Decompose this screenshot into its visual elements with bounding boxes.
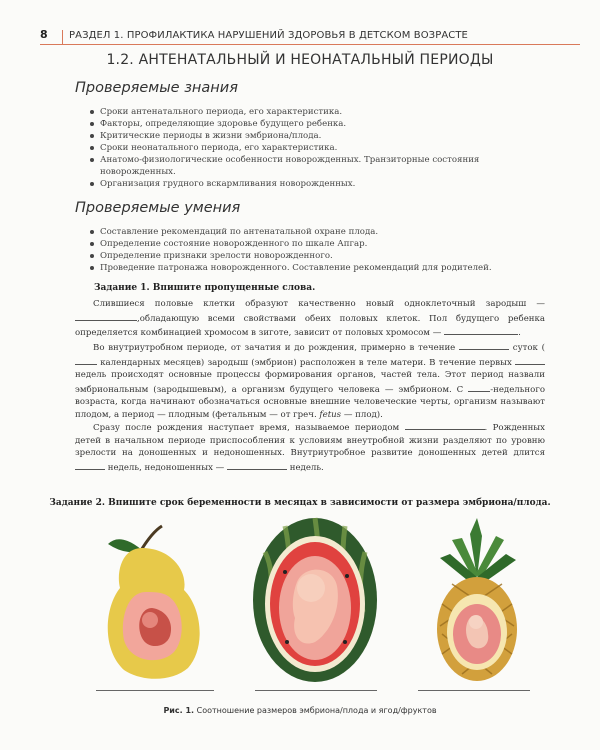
list-item: Определение признаки зрелости новорожденного. (88, 250, 528, 262)
answer-line[interactable] (255, 690, 377, 691)
knowledge-title: Проверяемые знания (75, 80, 238, 96)
paragraph-text: — плод). (343, 409, 383, 420)
chapter-title: 1.2. АНТЕНАТАЛЬНЫЙ И НЕОНАТАЛЬНЫЙ ПЕРИОДЫ (106, 52, 494, 68)
paragraph-text: недель. (289, 462, 324, 473)
list-item: Факторы, определяющие здоровье будущего ребенка. (88, 118, 528, 130)
watermelon-fetus-illustration (245, 512, 385, 687)
blank-field[interactable] (405, 420, 485, 430)
figure-caption-text: Соотношение размеров эмбриона/плода и ягод/фруктов (196, 706, 437, 715)
answer-line[interactable] (96, 690, 214, 691)
list-item: Проведение патронажа новорожденного. Составление рекомендаций для родителей. (88, 262, 528, 274)
list-item: Составление рекомендаций по антенатальной охране плода. (88, 226, 528, 238)
skills-list (88, 226, 528, 274)
list-item: Определение состояние новорожденного по шкале Апгар. (88, 238, 528, 250)
blank-field[interactable] (459, 340, 509, 350)
running-head-title: РАЗДЕЛ 1. ПРОФИЛАКТИКА НАРУШЕНИЙ ЗДОРОВЬЯ В ДЕТСКОМ ВОЗРАСТЕ (62, 30, 468, 44)
list-item: Сроки антенатального периода, его характеристика. (88, 106, 528, 118)
blank-field[interactable] (444, 325, 518, 335)
blank-field[interactable] (75, 355, 97, 365)
blank-field[interactable] (515, 355, 545, 365)
pear-embryo-illustration (80, 522, 210, 682)
paragraph-text: Во внутриутробном периоде, от зачатия и до рождения, примерно в течение (93, 343, 456, 353)
pineapple-fetus-illustration (422, 514, 532, 684)
paragraph-text: недель, недоношенных — (107, 462, 225, 473)
knowledge-list (88, 106, 528, 190)
blank-field[interactable] (75, 460, 105, 470)
paragraph-text: Слившиеся половые клетки образуют качественно новый одноклеточный зародыш — (93, 299, 545, 309)
list-item: Анатомо-физиологические особенности новорожденных. Транзиторные состояния новорожденных. (88, 154, 528, 178)
paragraph-text: Сразу после рождения наступает время, называемое периодом (93, 423, 400, 433)
list-item: Критические периоды в жизни эмбриона/плода. (88, 130, 528, 142)
running-header (40, 22, 580, 45)
paragraph-text: fetus (319, 409, 342, 420)
skills-title: Проверяемые умения (75, 200, 241, 216)
task1-title: Задание 1. Впишите пропущенные слова. (94, 283, 316, 293)
paragraph-text: . Рожденных детей в начальном периоде приспособления к условиям внеутробной жизни разделяют по уровню зрелости на доношенных и недоношенных. Внутриутробное развитие доношенных детей длится (75, 423, 545, 459)
task1-paragraph-2 (75, 340, 545, 422)
paragraph-text: недель происходят основные процессы формирования органов, частей тела. Этот период назвали эмбриональным (зародышевым), а организм будущего человека — эмбрионом. С (75, 370, 545, 395)
blank-field[interactable] (227, 460, 287, 470)
blank-field[interactable] (468, 382, 490, 392)
page-number: 8 (40, 28, 48, 41)
task1-paragraph-3 (75, 420, 545, 474)
paragraph-text: ,обладающую всеми свойствами обеих половых клеток. Пол будущего ребенка определяется комбинацией хромосом в зиготе, зависит от половых хромосом — (75, 313, 545, 339)
paragraph-text: -недельного возраста, когда начинают обозначаться основные внешние человеческие черты, организм называют плодом, а период — плодным (фетальным — от греч. (75, 384, 545, 420)
task1-paragraph-1 (75, 298, 545, 340)
paragraph-text: суток ( (512, 343, 545, 353)
list-item: Организация грудного вскармливания новорожденных. (88, 178, 528, 190)
paragraph-text: календарных месяцев) зародыш (эмбрион) расположен в теле матери. В течение первых (100, 357, 512, 368)
paragraph-text: . (518, 328, 521, 339)
figure-caption (0, 706, 600, 715)
list-item: Сроки неонатального периода, его характеристика. (88, 142, 528, 154)
figure-label: Рис. 1. (163, 706, 195, 715)
blank-field[interactable] (75, 311, 137, 321)
task2-title: Задание 2. Впишите срок беременности в месяцах в зависимости от размера эмбриона/плода. (49, 498, 551, 508)
answer-line[interactable] (418, 690, 530, 691)
